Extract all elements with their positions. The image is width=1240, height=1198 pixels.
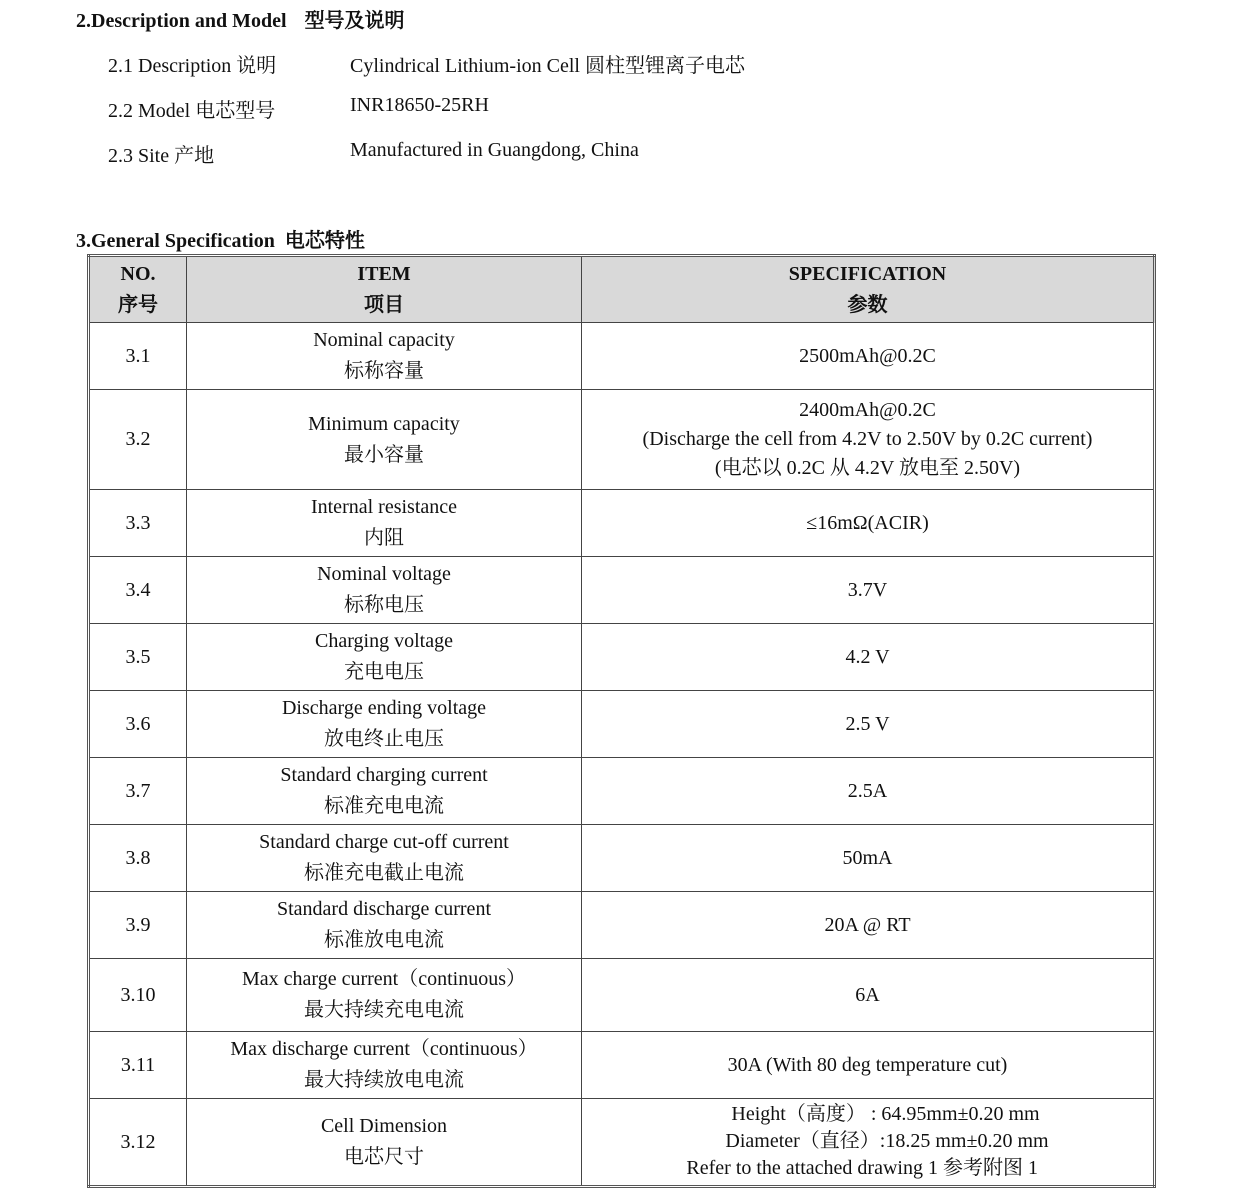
- item-name-cn: 最小容量: [344, 443, 424, 466]
- section-3-title-cn: 电芯特性: [284, 230, 365, 252]
- item-name-en: Minimum capacity: [308, 412, 460, 435]
- row-item: [187, 323, 582, 390]
- item-name-en: Nominal capacity: [313, 329, 455, 351]
- item-name-cn: 标准放电电流: [324, 929, 444, 951]
- row-item: [187, 758, 582, 825]
- item-name-cn: 放电终止电压: [324, 728, 444, 750]
- row-number: 3.1: [89, 323, 187, 390]
- item-name-en: Standard charge cut-off current: [259, 831, 509, 853]
- spec-line: 3.7V: [847, 578, 888, 601]
- row-number: 3.11: [89, 1032, 187, 1099]
- spec-line: 2400mAh@0.2C: [799, 399, 936, 421]
- description-value: Cylindrical Lithium-ion Cell 圆柱型锂离子电芯: [350, 55, 745, 77]
- table-row: [89, 959, 1155, 1032]
- row-spec: [582, 624, 1155, 691]
- spec-line: ≤16mΩ(ACIR): [806, 511, 929, 534]
- row-spec: [582, 1099, 1155, 1187]
- description-label: 2.1 Description 说明: [108, 55, 277, 77]
- section-2-heading: [76, 4, 405, 33]
- header-no-cn: 序号: [118, 293, 158, 316]
- table-row: [89, 758, 1155, 825]
- row-item: [187, 557, 582, 624]
- row-item: [187, 959, 582, 1032]
- spec-line: (电芯以 0.2C 从 4.2V 放电至 2.50V): [714, 457, 1021, 479]
- section-3-title-en: 3.General Specification: [76, 230, 275, 252]
- spec-line: 50mA: [842, 846, 893, 869]
- item-name-en: Standard discharge current: [277, 898, 491, 920]
- spec-line: Height（高度） : 64.95mm±0.20 mm: [731, 1102, 1040, 1125]
- row-number: 3.5: [89, 624, 187, 691]
- table-row: [89, 1099, 1155, 1187]
- item-name-en: Charging voltage: [315, 630, 453, 652]
- table-row: [89, 892, 1155, 959]
- table-row: [89, 624, 1155, 691]
- row-item: [187, 892, 582, 959]
- spec-line: 20A @ RT: [824, 913, 911, 936]
- header-spec: [582, 256, 1155, 323]
- item-name-en: Max charge current（continuous）: [242, 968, 526, 990]
- row-item: [187, 1099, 582, 1187]
- site-value: Manufactured in Guangdong, China: [350, 139, 639, 161]
- item-name-en: Nominal voltage: [317, 563, 451, 585]
- table-row: [89, 691, 1155, 758]
- row-item: [187, 691, 582, 758]
- row-number: 3.2: [89, 390, 187, 490]
- header-item-en: ITEM: [357, 262, 411, 285]
- item-name-cn: 标称电压: [344, 594, 424, 616]
- spec-line: Refer to the attached drawing 1 参考附图 1: [686, 1156, 1038, 1179]
- item-name-cn: 最大持续放电电流: [304, 1069, 464, 1091]
- row-spec: [582, 1032, 1155, 1099]
- spec-line: 30A (With 80 deg temperature cut): [727, 1053, 1008, 1076]
- spec-line: 6A: [855, 983, 880, 1006]
- item-name-cn: 充电电压: [344, 661, 424, 683]
- row-spec: [582, 490, 1155, 557]
- item-name-cn: 电芯尺寸: [344, 1146, 424, 1168]
- table-row: [89, 323, 1155, 390]
- header-spec-en: SPECIFICATION: [788, 262, 947, 285]
- row-spec: [582, 959, 1155, 1032]
- item-name-en: Max discharge current（continuous）: [230, 1038, 538, 1060]
- item-name-cn: 标准充电截止电流: [304, 862, 464, 884]
- header-no: [89, 256, 187, 323]
- row-spec: [582, 323, 1155, 390]
- row-item: [187, 624, 582, 691]
- item-name-en: Internal resistance: [310, 496, 458, 518]
- spec-line: (Discharge the cell from 4.2V to 2.50V by 0.2C current): [642, 428, 1093, 450]
- item-name-en: Discharge ending voltage: [281, 697, 486, 719]
- row-number: 3.4: [89, 557, 187, 624]
- table-row: [89, 490, 1155, 557]
- item-name-cn: 标准充电电流: [324, 795, 444, 817]
- row-number: 3.10: [89, 959, 187, 1032]
- site-label: 2.3 Site 产地: [108, 145, 215, 167]
- model-label: 2.2 Model 电芯型号: [108, 100, 276, 122]
- spec-line: 2.5 V: [845, 712, 890, 735]
- row-spec: [582, 557, 1155, 624]
- item-name-en: Standard charging current: [280, 764, 488, 786]
- header-item: [187, 256, 582, 323]
- row-item: [187, 490, 582, 557]
- row-number: 3.8: [89, 825, 187, 892]
- table-row: [89, 1032, 1155, 1099]
- row-number: 3.7: [89, 758, 187, 825]
- row-spec: [582, 892, 1155, 959]
- row-number: 3.12: [89, 1099, 187, 1187]
- table-header-row: [89, 256, 1155, 323]
- model-value: INR18650-25RH: [350, 94, 489, 116]
- section-3-heading: [76, 224, 365, 253]
- spec-line: Diameter（直径）:18.25 mm±0.20 mm: [725, 1129, 1049, 1152]
- row-item: [187, 390, 582, 490]
- dimension-block: [686, 1101, 1048, 1182]
- item-name-en: Cell Dimension: [320, 1115, 448, 1137]
- row-spec: [582, 758, 1155, 825]
- spec-line: 2500mAh@0.2C: [799, 344, 936, 367]
- row-spec: [582, 825, 1155, 892]
- row-spec: [582, 390, 1155, 490]
- row-number: 3.6: [89, 691, 187, 758]
- row-spec: [582, 691, 1155, 758]
- section-2-title-cn: 型号及说明: [304, 10, 405, 32]
- spec-line: 4.2 V: [845, 645, 890, 668]
- row-number: 3.3: [89, 490, 187, 557]
- row-number: 3.9: [89, 892, 187, 959]
- row-item: [187, 1032, 582, 1099]
- table-row: [89, 390, 1155, 490]
- header-no-en: NO.: [120, 262, 156, 285]
- spec-line: 2.5A: [847, 779, 888, 802]
- item-name-cn: 标称容量: [344, 360, 424, 382]
- spec-table: [87, 254, 1156, 1188]
- table-row: [89, 557, 1155, 624]
- header-item-cn: 项目: [364, 293, 404, 316]
- item-name-cn: 最大持续充电电流: [304, 999, 464, 1021]
- row-item: [187, 825, 582, 892]
- header-spec-cn: 参数: [847, 293, 888, 316]
- section-2-title-en: 2.Description and Model: [76, 10, 287, 32]
- item-name-cn: 内阻: [364, 527, 404, 549]
- table-row: [89, 825, 1155, 892]
